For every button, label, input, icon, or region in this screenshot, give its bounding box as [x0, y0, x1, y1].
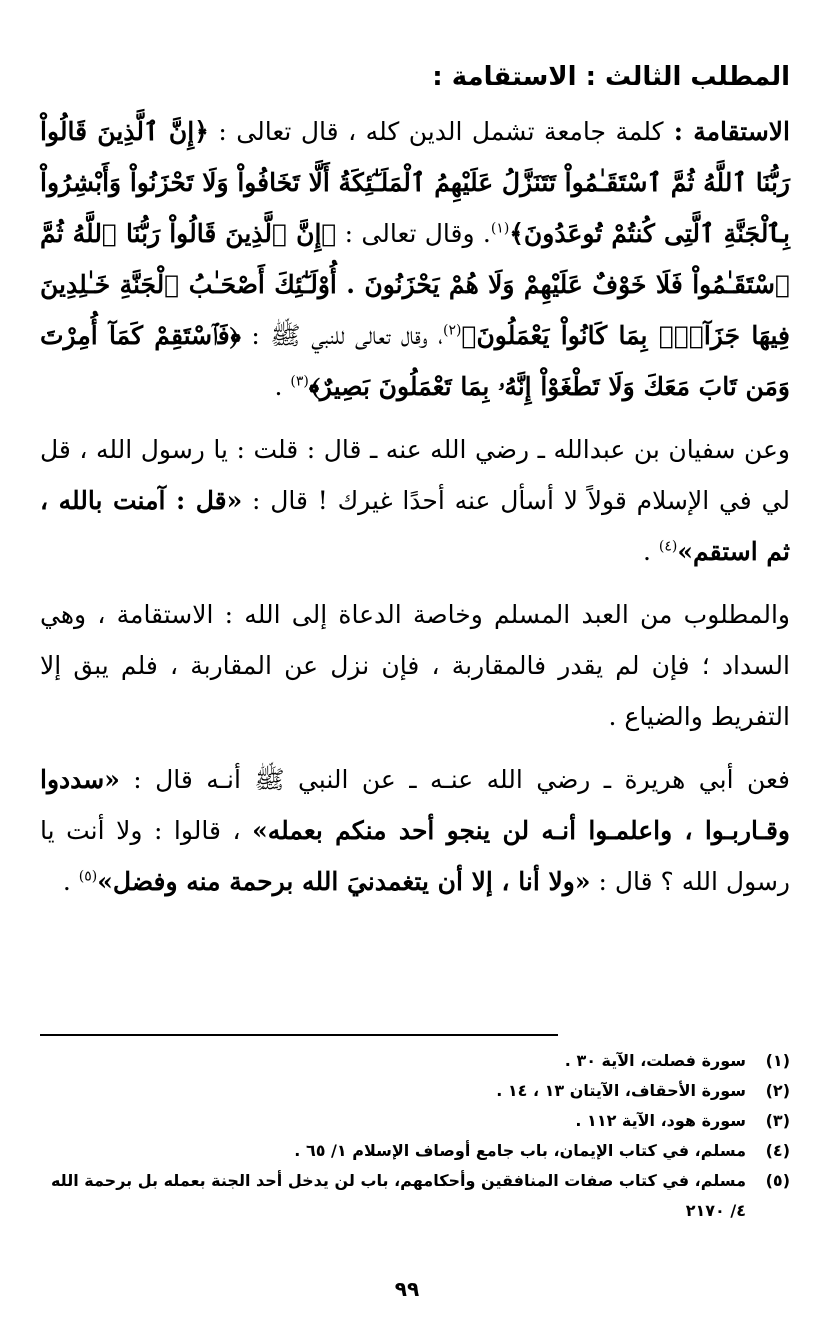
paragraph-istiqama-definition: [40, 106, 790, 412]
text-span: كلمة جامعة تشمل الدين كله ، قال تعالى :: [208, 117, 664, 146]
footnote-text: مسلم، في كتاب الإيمان، باب جامع أوصاف الإسلام ١/ ٦٥ .: [294, 1141, 746, 1160]
hadith-quote: «قل : آمنت بالله ، ثم استقم»: [40, 486, 790, 566]
page-body: [40, 62, 790, 919]
text-span: .: [62, 867, 79, 896]
paragraph-sufyan-hadith: [40, 424, 790, 577]
quran-quote: ﴿فَٱسْتَقِمْ كَمَآ أُمِرْتَ وَمَن تَابَ مَعَكَ وَلَا تَطْغَوْاْ إِنَّهُۥ بِمَا تَعْمَلُونَ بَصِيرٌ﴾: [40, 321, 790, 401]
footnote-text: سورة الأحقاف، الآيتان ١٣ ، ١٤ .: [496, 1081, 746, 1100]
footnote-separator: [40, 1034, 558, 1036]
paragraph-requirement: والمطلوب من العبد المسلم وخاصة الدعاة إلى الله : الاستقامة ، وهي السداد ؛ فإن لم يقدر فالمقاربة ، فإن نزل عن المقاربة ، فلم يبق إلا التفريط والضياع .: [40, 600, 790, 731]
footnote-ref: (٣): [290, 373, 309, 390]
footnote-ref: (٤): [658, 538, 678, 555]
footnote-ref: (٢): [442, 322, 462, 339]
paragraph-abu-hurayra-hadith: [40, 754, 790, 907]
footnote-ref: (٥): [78, 868, 98, 885]
footnote-item: [40, 1076, 790, 1106]
footnote-text: سورة هود، الآية ١١٢ .: [575, 1111, 746, 1130]
page-number: ٩٩: [394, 1277, 420, 1301]
term-label: الاستقامة :: [663, 117, 790, 146]
text-span: وعن سفيان بن عبدالله ـ رضي الله عنه ـ قال : قلت : يا رسول الله ، قل لي في الإسلام قولاً لا أسأل عنه أحدًا غيرك ! قال :: [40, 435, 790, 515]
text-span: فعن أبي هريرة ـ رضي الله عنـه ـ عن النبي ﷺ أنـه قال :: [119, 765, 790, 794]
footnote-item: [40, 1106, 790, 1136]
quran-quote: ﴿إِنَّ ٱلَّذِينَ قَالُواْ رَبُّنَا ٱللَّهُ ثُمَّ ٱسْتَقَـٰمُواْ تَتَنَزَّلُ عَلَيْهِمُ ٱلْمَلَـٰٓئِكَةُ أَلَّا تَخَافُواْ وَلَا تَحْزَنُواْ وَأَبْشِرُواْ بِٱلْجَنَّةِ ٱلَّتِى كُنتُمْ تُوعَدُونَ﴾: [40, 117, 790, 248]
footnote-ref: (١): [490, 220, 510, 237]
footnote-number: (١): [765, 1051, 790, 1070]
hadith-quote: «سددوا وقـاربـوا ، واعلمـوا أنـه لن ينجو أحد منكم بعمله»: [40, 765, 791, 845]
text-span: ، قالوا : ولا أنت يا رسول الله ؟ قال :: [40, 816, 790, 896]
quran-quote: ﴿إِنَّ ٱلَّذِينَ قَالُواْ رَبُّنَا ٱللَّهُ ثُمَّ ٱسْتَقَـٰمُواْ فَلَا خَوْفٌ عَلَيْهِمْ وَلَا هُمْ يَحْزَنُونَ . أُوْلَـٰٓئِكَ أَصْحَـٰبُ ٱلْجَنَّةِ خَـٰلِدِينَ فِيهَا جَزَآءًۢ بِمَا كَانُواْ يَعْمَلُونَ﴾: [40, 219, 791, 350]
footnote-item: [40, 1046, 790, 1076]
text-span: ، وقال تعالى للنبي ﷺ :: [240, 321, 443, 350]
footnote-number: (٤): [765, 1141, 790, 1160]
footnote-number: (٣): [765, 1111, 790, 1130]
footnotes-list: [40, 1046, 790, 1226]
footnote-text: مسلم، في كتاب صفات المنافقين وأحكامهم، باب لن يدخل أحد الجنة بعمله بل برحمة الله ٤/ ٢١٧٠: [50, 1171, 746, 1220]
text-span: .: [274, 372, 291, 401]
text-span: . وقال تعالى :: [336, 219, 491, 248]
footnote-text: سورة فصلت، الآية ٣٠ .: [564, 1051, 746, 1070]
footnote-item: [40, 1136, 790, 1166]
footnote-number: (٢): [765, 1081, 790, 1100]
section-heading: المطلب الثالث : الاستقامة :: [432, 62, 790, 92]
text-span: .: [642, 537, 659, 566]
footnote-number: (٥): [765, 1171, 790, 1190]
footnote-item: [40, 1166, 790, 1226]
hadith-quote: «ولا أنا ، إلا أن يتغمدنيَ الله برحمة منه وفضل»: [97, 867, 591, 896]
